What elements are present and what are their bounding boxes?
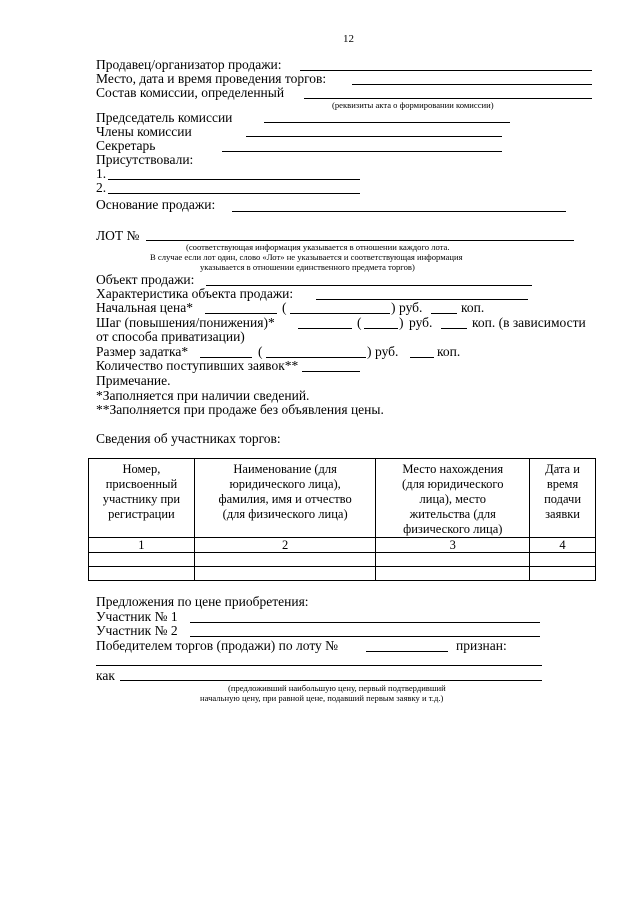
lot-label: ЛОТ № [96,228,140,243]
step-label: Шаг (повышения/понижения)* [96,315,275,330]
participant-1-label: Участник № 1 [96,609,178,624]
deposit-kop: коп. [437,344,461,359]
present-1-line [108,179,360,180]
step-suffix: коп. (в зависимости [472,315,586,330]
start-price-kop: коп. [461,300,485,315]
chairman-label: Председатель комиссии [96,110,233,125]
start-price-line [205,313,277,314]
col-number-3: 3 [376,538,530,553]
recognized-label: признан: [456,638,507,653]
bottom-note-2: начальную цену, при равной цене, подавший первым заявку и т.д.) [200,693,444,703]
table-header-row [89,459,596,538]
header-name: Наименование (для юридического лица), фамилия, имя и отчество (для физического лица) [194,459,376,538]
col-number-4: 4 [530,538,596,553]
winner-name-line [96,665,542,666]
page-number: 12 [343,33,354,45]
secretary-label: Секретарь [96,138,156,153]
present-2-line [108,193,360,194]
start-price-rub: руб. [399,300,423,315]
header-date: Дата и время подачи заявки [530,459,596,538]
bids-line [302,371,360,372]
basis-line [232,211,566,212]
footnote-1: *Заполняется при наличии сведений. [96,388,310,403]
header-number: Номер, присвоенный участнику при регистрации [89,459,195,538]
table-row [89,567,596,581]
present-label: Присутствовали: [96,152,194,167]
commission-line [304,98,592,99]
participant-1-line [190,622,540,623]
start-price-words-line [290,313,390,314]
lot-note-1: (соответствующая информация указывается в отношении каждого лота. [186,242,450,252]
place-line [352,84,592,85]
offers-heading: Предложения по цене приобретения: [96,594,309,609]
step-words-line [364,328,398,329]
start-price-label: Начальная цена* [96,300,193,315]
as-label: как [96,668,115,683]
place-label: Место, дата и время проведения торгов: [96,71,327,86]
winner-lot-line [366,651,448,652]
start-price-kop-line [431,313,457,314]
members-line [246,136,502,137]
bids-label: Количество поступивших заявок** [96,358,299,373]
deposit-kop-line [410,357,434,358]
header-location: Место нахождения (для юридического лица), место жительства (для физического лица) [376,459,530,538]
participants-heading: Сведения об участниках торгов: [96,431,281,446]
as-line [120,680,542,681]
step-line [298,328,352,329]
col-number-2: 2 [194,538,376,553]
present-1: 1. [96,166,107,181]
lot-line [146,240,574,241]
participants-table [88,458,596,581]
seller-label: Продавец/организатор продажи: [96,57,282,72]
characteristic-label: Характеристика объекта продажи: [96,286,294,301]
deposit-label: Размер задатка* [96,344,189,359]
members-label: Члены комиссии [96,124,192,139]
participant-2-label: Участник № 2 [96,623,178,638]
bottom-note-1: (предложивший наибольшую цену, первый подтвердивший [228,683,446,693]
chairman-line [264,122,510,123]
seller-line [300,70,592,71]
present-2: 2. [96,180,107,195]
remark-label: Примечание. [96,373,171,388]
lot-note-2: В случае если лот один, слово «Лот» не указывается и соответствующая информация [150,252,463,262]
table-number-row [89,538,596,553]
deposit-rub: руб. [375,344,399,359]
footnote-2: **Заполняется при продаже без объявления цены. [96,402,384,417]
step-rub: руб. [409,315,433,330]
commission-note: (реквизиты акта о формировании комиссии) [332,100,494,110]
protocol-page: 12 Продавец/организатор продажи: Место, дата и время проведения торгов: Состав комиссии, определенный (реквизиты акта о формировании комиссии) Председатель комиссии Члены комиссии Секретарь Присутствовали: 1. 2. Основание продажи: ЛОТ № (соответствующая информация указывается в отношении каждого лота. В случае если лот один, слово «Лот» не указывается и соответствующая информация указывается в отношении единственного предмета торгов) Объект продажи: Характеристика объекта продажи: Начальная цена* ( ) руб. коп. Шаг (повышения/понижения)* ( ) руб. коп. (в зависимости от способа приватизации) Размер задатка* ( ) руб. коп. Количество поступивших заявок** Примечание. *Заполняется при наличии сведений. **Заполняется при продаже без объявления цены. Сведения об участниках торгов: Номер, присвоенный участнику при регистрации Наименование (для юридического лица), фамилия, имя и отчество (для физического лица) Место нахождения (для юридического лица), место жительства (для физического лица) Дата и время подачи заявки 1 2 3 4 Предложения по цене приобретения: Участник № 1 Участник № 2 Победителем торгов (продажи) по лоту № признан: как (предложивший наибольшую цену, первый подтвердивший начальную цену, при равной цене, подавший первым заявку и т.д.) [0,0,640,905]
col-number-1: 1 [89,538,195,553]
participant-2-line [190,636,540,637]
basis-label: Основание продажи: [96,197,216,212]
winner-label: Победителем торгов (продажи) по лоту № [96,638,339,653]
table-row [89,553,596,567]
lot-note-3: указывается в отношении единственного предмета торгов) [200,262,415,272]
secretary-line [222,151,502,152]
step-kop-line [441,328,467,329]
object-label: Объект продажи: [96,272,195,287]
step-line2: от способа приватизации) [96,329,245,344]
commission-label: Состав комиссии, определенный [96,85,285,100]
